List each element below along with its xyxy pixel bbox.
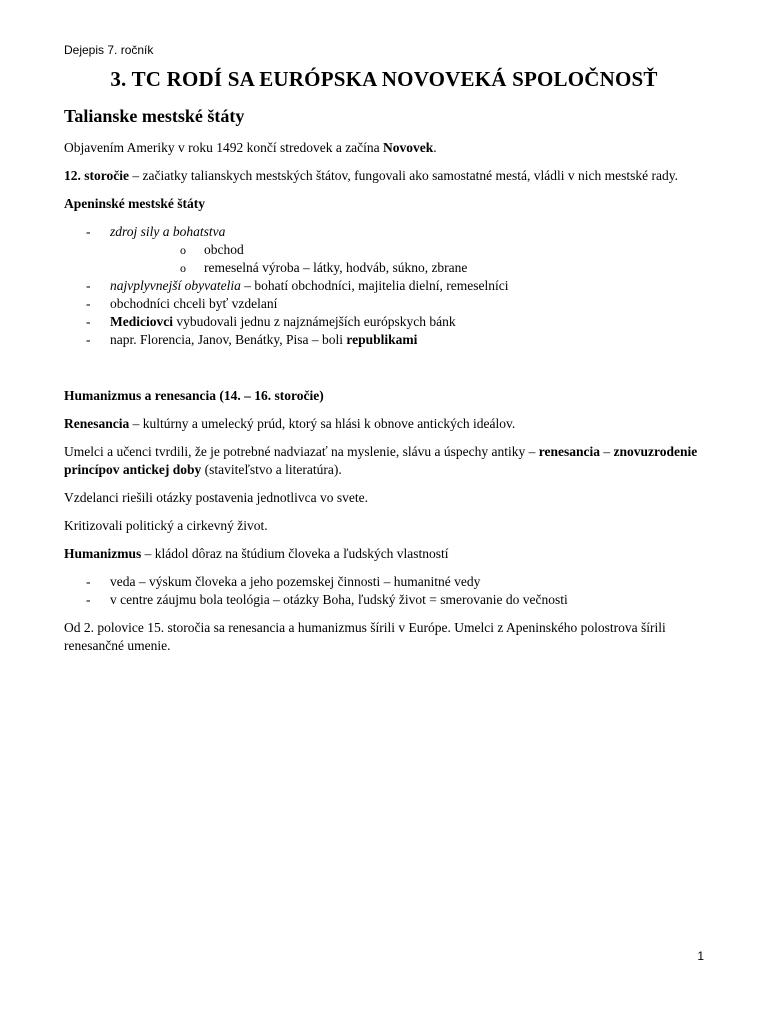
sub-list <box>110 241 704 277</box>
list-item: - zdroj sily a bohatstva o obchod o remeselná výroba – látky, hodváb, súkno, zbrane <box>64 223 704 277</box>
paragraph-humanism-definition: Humanizmus – kládol dôraz na štúdium človeka a ľudských vlastností <box>64 546 449 561</box>
paragraph-renaissance-definition: Renesancia – kultúrny a umelecký prúd, ktorý sa hlási k obnove antických ideálov. <box>64 416 516 431</box>
paragraph-scholars: Vzdelanci riešili otázky postavenia jednotlivca vo svete. <box>64 490 369 505</box>
subheading-humanism: Humanizmus a renesancia (14. – 16. storočie) <box>64 388 324 403</box>
page-number: 1 <box>697 949 704 963</box>
spacer <box>64 359 704 387</box>
list-item: - najvplyvnejší obyvatelia – bohatí obchodníci, majitelia dielní, remeselníci <box>64 277 704 295</box>
paragraph-america: Objavením Ameriky v roku 1492 končí stredovek a začína Novovek. <box>64 140 437 155</box>
list-item: - veda – výskum človeka a jeho pozemskej činnosti – humanitné vedy <box>64 573 704 591</box>
page-header: Dejepis 7. ročník <box>64 43 154 57</box>
paragraph-12th-century: 12. storočie – začiatky talianskych mestských štátov, fungovali ako samostatné mestá, vládli v nich mestské rady. <box>64 168 678 183</box>
document-body <box>64 139 704 665</box>
paragraph-artists: Umelci a učenci tvrdili, že je potrebné nadviazať na myslenie, slávu a úspechy antiky – renesancia – znovuzrodenie princípov antickej doby (staviteľstvo a literatúra). <box>64 444 698 477</box>
sub-list-item: o obchod <box>110 241 704 259</box>
apenine-list <box>64 223 704 349</box>
humanism-list <box>64 573 704 609</box>
list-item: - obchodníci chceli byť vzdelaní <box>64 295 704 313</box>
paragraph-criticism: Kritizovali politický a cirkevný život. <box>64 518 268 533</box>
list-item: - napr. Florencia, Janov, Benátky, Pisa – boli republikami <box>64 331 704 349</box>
section-heading-italian-states: Talianske mestské štáty <box>64 106 245 126</box>
list-item: - Mediciovci vybudovali jednu z najznámejších európskych bánk <box>64 313 704 331</box>
sub-list-item: o remeselná výroba – látky, hodváb, súkno, zbrane <box>110 259 704 277</box>
paragraph-spread: Od 2. polovice 15. storočia sa renesancia a humanizmus šírili v Európe. Umelci z Apeninského polostrova šírili renesančné umenie. <box>64 620 666 653</box>
list-item: - v centre záujmu bola teológia – otázky Boha, ľudský život = smerovanie do večnosti <box>64 591 704 609</box>
document-title: 3. TC RODÍ SA EURÓPSKA NOVOVEKÁ SPOLOČNOSŤ <box>110 67 658 91</box>
subheading-apenine-states: Apeninské mestské štáty <box>64 196 206 211</box>
